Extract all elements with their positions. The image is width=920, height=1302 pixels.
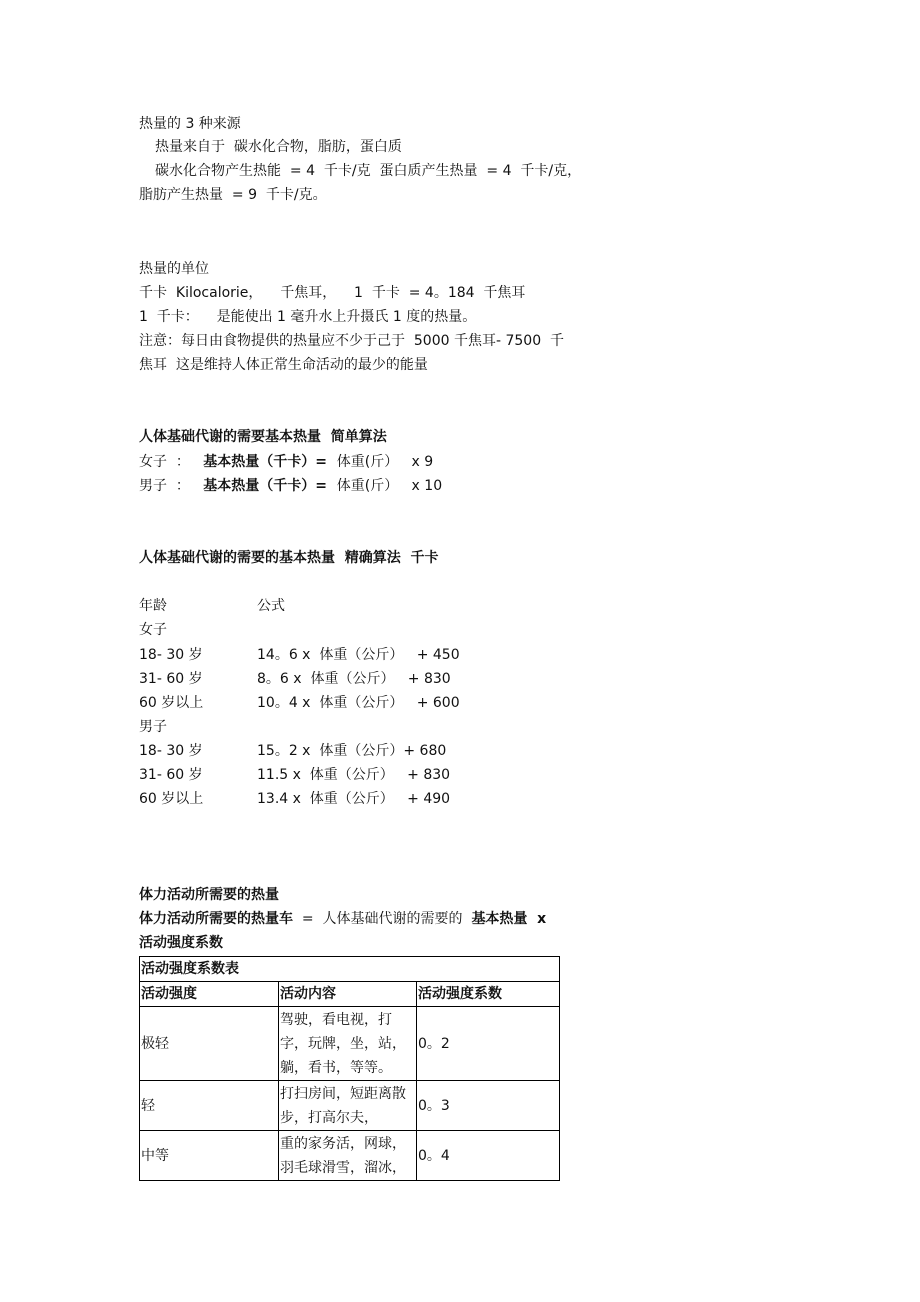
precise-heading: 人体基础代谢的需要的基本热量 精确算法 千卡 [139,550,439,566]
precise-male-label-row [139,717,639,737]
simple-male-prefix: 男子 ： [139,478,204,494]
header-level: 活动强度 [140,982,279,1007]
level-cell: 轻 [140,1081,279,1131]
activity-formula-line [139,910,546,928]
header-coefficient: 活动强度系数 [417,982,560,1007]
coefficient-cell: 0。2 [417,1007,560,1081]
units-line-2: 1 千卡： 是能使出 1 毫升水上升摄氏 1 度的热量。 [139,309,477,325]
table-title: 活动强度系数表 [140,957,560,982]
formula-cell: 10。4 x 体重（公斤） + 600 [257,695,460,711]
age-cell: 18- 30 岁 [139,743,203,759]
formula-cell: 11.5 x 体重（公斤） + 830 [257,767,451,783]
table-row [140,1007,560,1081]
formula-cell: 8。6 x 体重（公斤） + 830 [257,671,451,687]
activity-formula-mid: = 人体基础代谢的需要的 [293,911,472,927]
simple-male-rest: 体重(斤） x 10 [336,478,443,494]
sources-line-2: 碳水化合物产生热能 = 4 千卡/克 蛋白质产生热量 = 4 千卡/克， [155,163,582,179]
precise-female-row [139,669,639,689]
precise-male-row [139,789,639,809]
simple-female-rest: 体重(斤） x 9 [336,454,434,470]
content-cell: 打扫房间，短距离散步，打高尔夫， [279,1081,417,1131]
content-cell: 重的家务活，网球，羽毛球滑雪，溜冰， [279,1131,417,1181]
units-line-1: 千卡 Kilocalorie， 千焦耳， 1 千卡 = 4。184 千焦耳 [139,285,526,301]
precise-female-label: 女子 [139,622,167,638]
simple-heading: 人体基础代谢的需要基本热量 简单算法 [139,429,387,445]
coefficient-cell: 0。4 [417,1131,560,1181]
age-cell: 31- 60 岁 [139,767,203,783]
precise-female-row [139,693,639,713]
units-heading: 热量的单位 [139,261,209,277]
sources-line-1: 热量来自于 碳水化合物，脂肪，蛋白质 [155,139,402,155]
header-content: 活动内容 [279,982,417,1007]
precise-header-row [139,596,639,616]
activity-formula-bold-1: 体力活动所需要的热量车 [139,911,293,927]
formula-cell: 13.4 x 体重（公斤） + 490 [257,791,451,807]
simple-female-prefix: 女子 ： [139,454,204,470]
formula-cell: 15。2 x 体重（公斤）+ 680 [257,743,447,759]
table-row [140,1131,560,1181]
age-cell: 18- 30 岁 [139,647,203,663]
simple-female-bold: 基本热量（千卡）= [203,454,337,470]
precise-col-formula: 公式 [257,598,285,614]
table-title-row [140,957,560,982]
coefficient-cell: 0。3 [417,1081,560,1131]
content-cell: 驾驶，看电视，打字，玩牌，坐，站，躺，看书，等等。 [279,1007,417,1081]
table-header-row [140,982,560,1007]
activity-formula-line-2: 活动强度系数 [139,935,223,951]
level-cell: 中等 [140,1131,279,1181]
precise-col-age: 年龄 [139,598,167,614]
age-cell: 31- 60 岁 [139,671,203,687]
units-line-4: 焦耳 这是维持人体正常生命活动的最少的能量 [139,357,428,373]
sources-line-3: 脂肪产生热量 = 9 千卡/克。 [139,187,327,203]
simple-male-line [139,477,442,495]
level-cell: 极轻 [140,1007,279,1081]
age-cell: 60 岁以上 [139,791,204,807]
precise-female-row [139,645,639,665]
simple-female-line [139,453,433,471]
table-row [140,1081,560,1131]
age-cell: 60 岁以上 [139,695,204,711]
activity-formula-bold-2: 基本热量 x [471,911,547,927]
precise-female-label-row [139,620,639,640]
activity-heading: 体力活动所需要的热量 [139,887,279,903]
activity-coefficient-table [139,956,560,1181]
precise-male-row [139,765,639,785]
precise-male-row [139,741,639,761]
units-line-3: 注意：每日由食物提供的热量应不少于己于 5000 千焦耳- 7500 千 [139,333,565,349]
precise-male-label: 男子 [139,719,167,735]
sources-heading: 热量的 3 种来源 [139,116,241,132]
formula-cell: 14。6 x 体重（公斤） + 450 [257,647,460,663]
simple-male-bold: 基本热量（千卡）= [203,478,337,494]
